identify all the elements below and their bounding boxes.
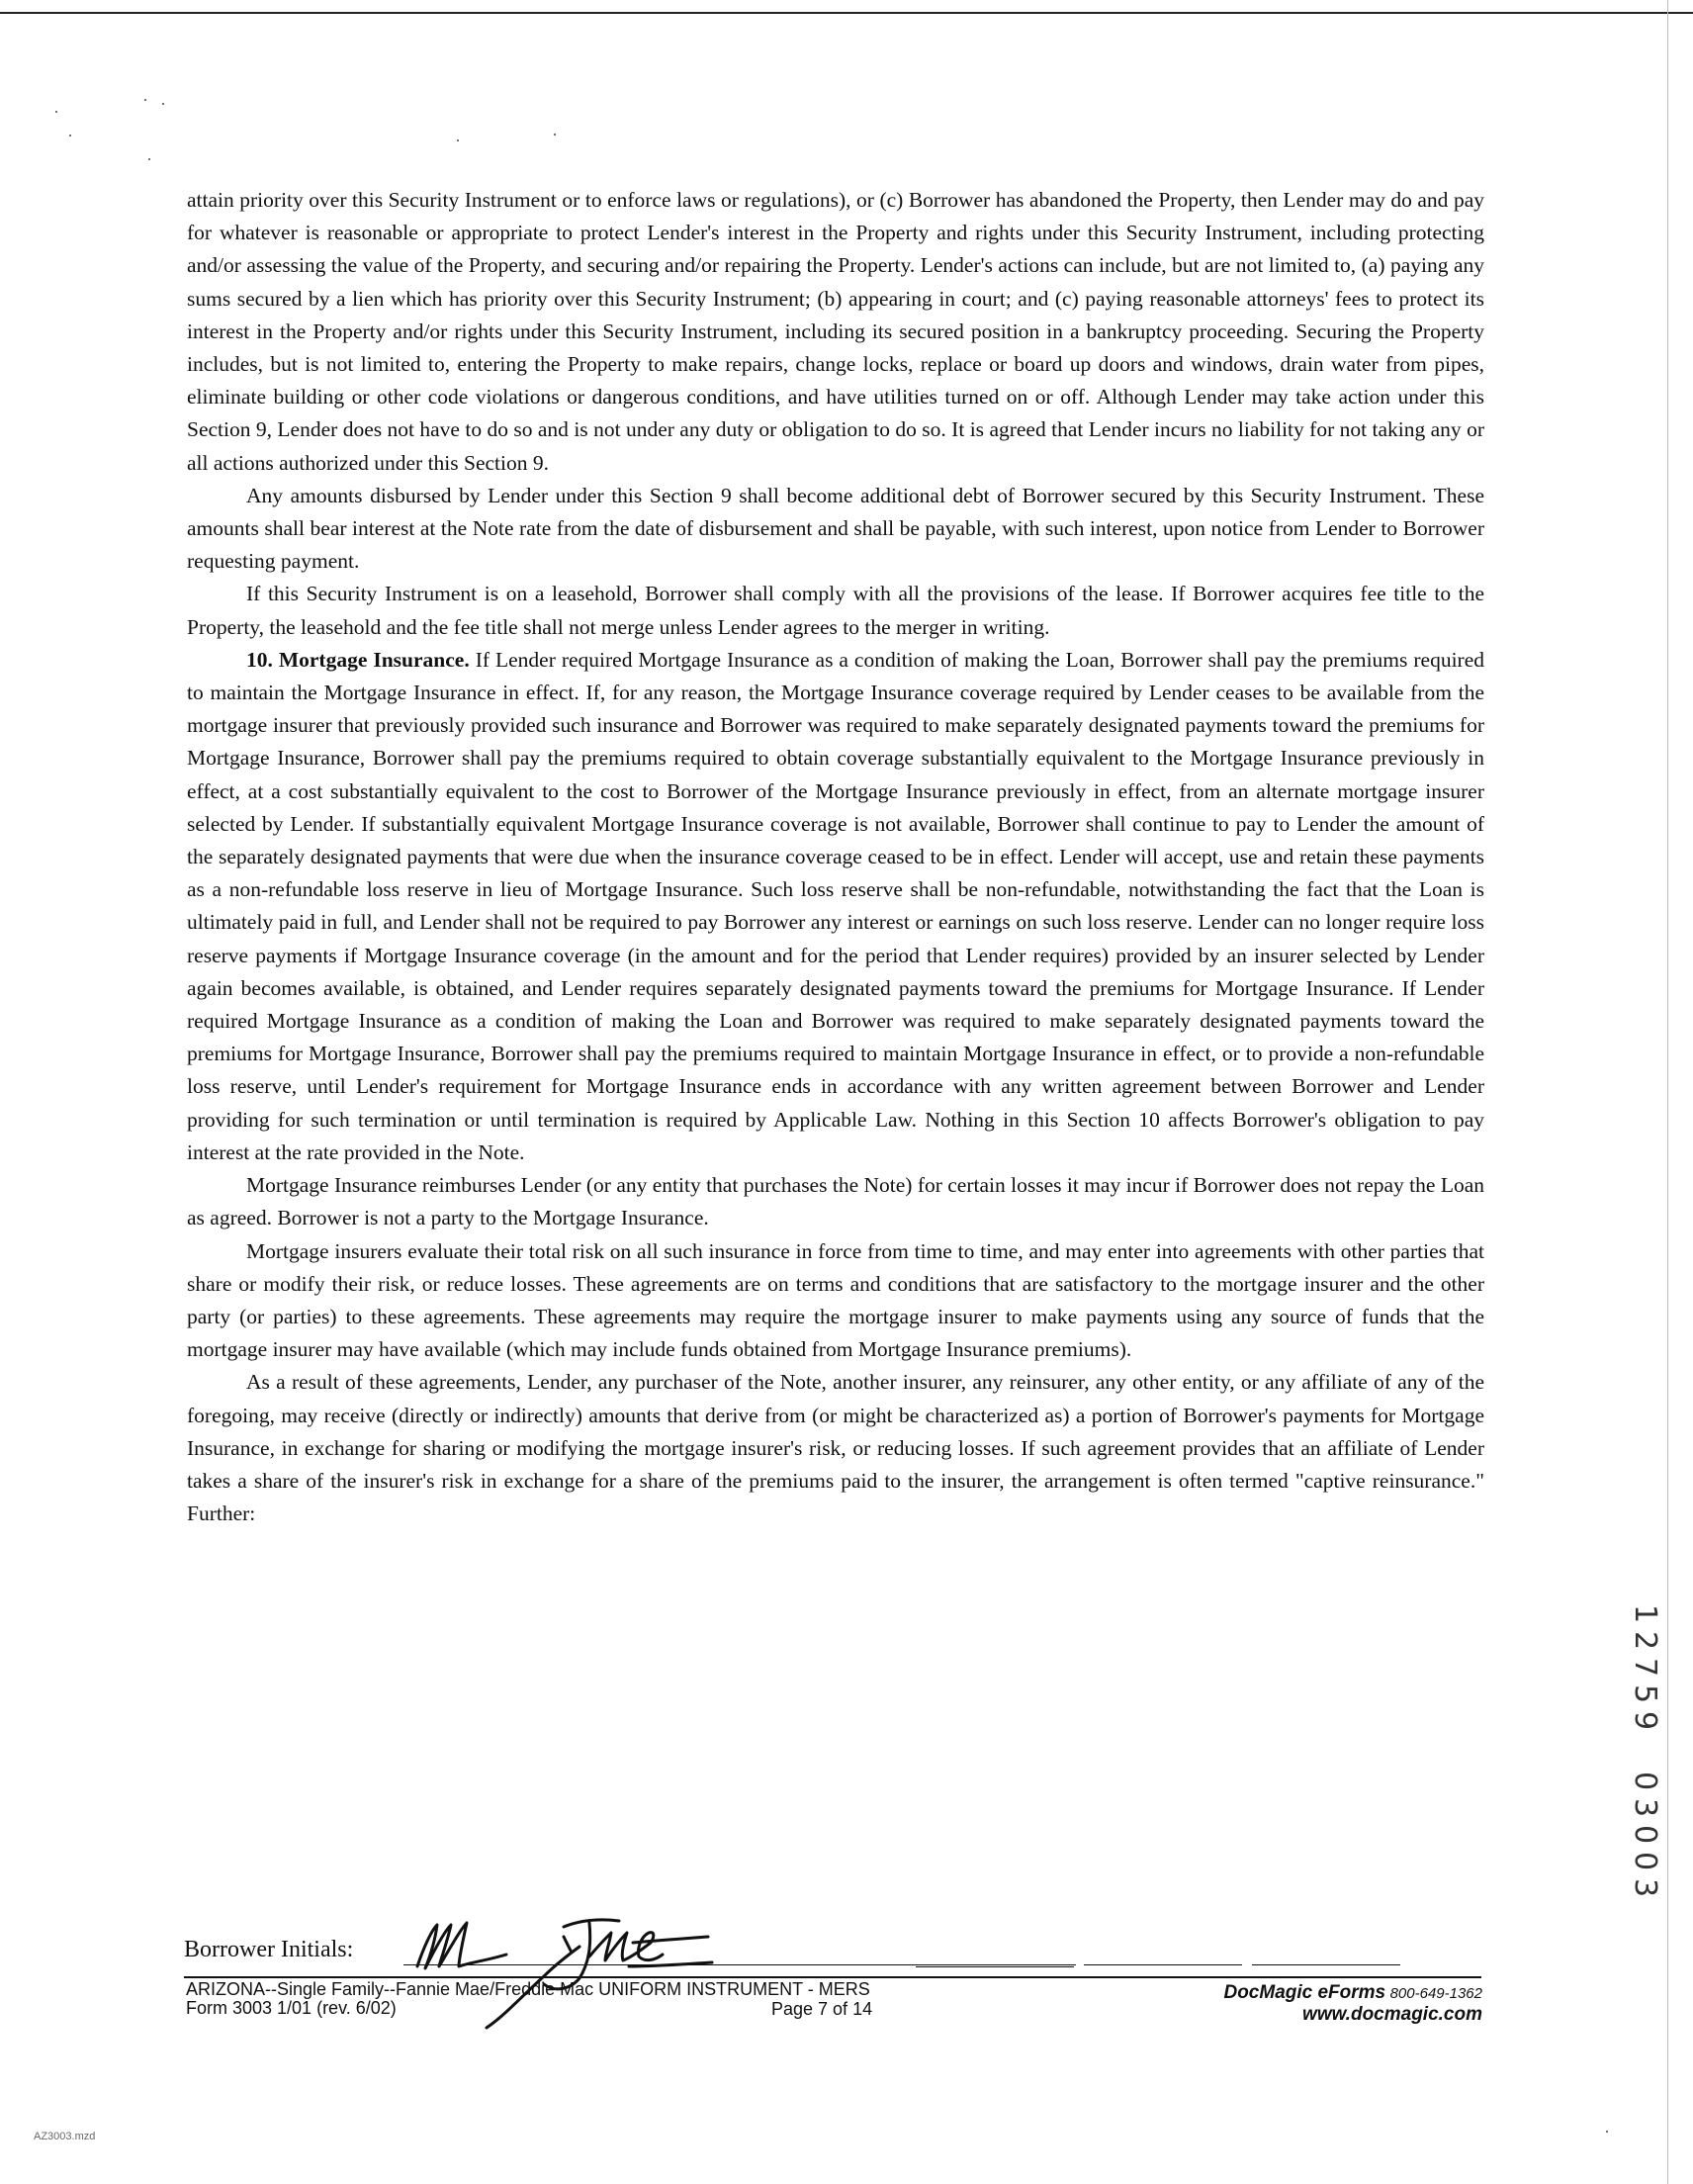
paragraph-mortgage-insurers-evaluate: Mortgage insurers evaluate their total risk on all such insurance in force from time to time, and may enter into agreements with other parties that share or modify their risk, or reduce losses. These agreements are on terms and conditions that are satisfactory to the mortgage insurer and the other party (or parties) to these agreements. These agreements may require the mortgage insurer to make payments using any source of funds that the mortgage insurer may have available (which may include funds obtained from Mortgage Insurance premiums). (187, 1238, 1484, 1362)
section-10-text: If Lender required Mortgage Insurance as a condition of making the Loan, Borrower shall pay the premiums required to maintain the Mortgage Insurance in effect. If, for any reason, the Mortgage Insurance coverage required by Lender ceases to be available from the mortgage insurer that previously provided such insurance and Borrower was required to make separately designated payments toward the premiums for Mortgage Insurance, Borrower shall pay the premiums required to obtain coverage substantially equivalent to the Mortgage Insurance previously in effect, at a cost substantially equivalent to the cost to Borrower of the Mortgage Insurance previously in effect, from an alternate mortgage insurer selected by Lender. If substantially equivalent Mortgage Insurance coverage is not available, Borrower shall continue to pay to Lender the amount of the separately designated payments that were due when the insurance coverage ceased to be in effect. Lender will accept, use and retain these payments as a non-refundable loss reserve in lieu of Mortgage Insurance. Such loss reserve shall be non-refundable, notwithstanding the fact that the Loan is ultimately paid in full, and Lender shall not be required to pay Borrower any interest or earnings on such loss reserve. Lender can no longer require loss reserve payments if Mortgage Insurance coverage (in the amount and for the period that Lender requires) provided by an insurer selected by Lender again becomes available, is obtained, and Lender requires separately designated payments toward the premiums for Mortgage Insurance. If Lender required Mortgage Insurance as a condition of making the Loan and Borrower was required to make separately designated payments toward the premiums for Mortgage Insurance, Borrower shall pay the premiums required to maintain Mortgage Insurance in effect, or to provide a non-refundable loss reserve, until Lender's requirement for Mortgage Insurance ends in accordance with any written agreement between Borrower and Lender providing for such termination or until termination is required by Applicable Law. Nothing in this Section 10 affects Borrower's obligation to pay interest at the rate provided in the Note. (187, 647, 1484, 1164)
paragraph-leasehold: If this Security Instrument is on a leasehold, Borrower shall comply with all the provisions of the lease. If Borrower acquires fee title to the Property, the leasehold and the fee title shall not merge unless Lender agrees to the merger in writing. (187, 582, 1484, 639)
side-digit: 0 (1628, 1851, 1663, 1871)
side-digit: 3 (1628, 1797, 1663, 1818)
paragraph-mortgage-insurance-reimburses: Mortgage Insurance reimburses Lender (or any entity that purchases the Note) for certain losses it may incur if Borrower does not repay the Loan as agreed. Borrower is not a party to the Mortgage Insurance. (187, 1173, 1484, 1230)
side-document-number (1628, 1600, 1663, 1901)
side-digit: 3 (1628, 1877, 1663, 1898)
side-digit: 0 (1628, 1771, 1663, 1791)
initials-line (916, 1966, 1074, 1967)
file-code: AZ3003.mzd (34, 2131, 96, 2142)
footer-instrument-title: ARIZONA--Single Family--Fannie Mae/Freddie Mac UNIFORM INSTRUMENT - MERS (186, 1979, 870, 1999)
footer-rule (184, 1976, 1481, 1978)
side-digit: 0 (1628, 1824, 1663, 1845)
side-digit: 2 (1628, 1630, 1663, 1651)
paragraph-section-9-continued: attain priority over this Security Instrument or to enforce laws or regulations), or (c) Borrower has abandoned the Property, then Lender may do and pay for whatever is reasonable or appropriate to protect Lender's interest in the Property and rights under this Security Instrument, including protecting and/or assessing the value of the Property, and securing and/or repairing the Property. Lender's actions can include, but are not limited to, (a) paying any sums secured by a lien which has priority over this Security Instrument; (b) appearing in court; and (c) paying reasonable attorneys' fees to protect its interest in the Property and/or rights under this Security Instrument, including its secured position in a bankruptcy proceeding. Securing the Property includes, but is not limited to, entering the Property to make repairs, change locks, replace or board up doors and windows, drain water from pipes, eliminate building or other code violations or dangerous conditions, and have utilities turned on or off. Although Lender may take action under this Section 9, Lender does not have to do so and is not under any duty or obligation to do so. It is agreed that Lender incurs no liability for not taking any or all actions authorized under this Section 9. (187, 188, 1484, 475)
side-digit: 1 (1628, 1603, 1663, 1624)
side-digit: 9 (1628, 1710, 1663, 1731)
side-digit: 7 (1628, 1657, 1663, 1678)
paragraph-amounts-disbursed: Any amounts disbursed by Lender under this Section 9 shall become additional debt of Borrower secured by this Security Instrument. These amounts shall bear interest at the Note rate from the date of disbursement and shall be payable, with such interest, upon notice from Lender to Borrower requesting payment. (187, 483, 1484, 574)
footer-brand (1223, 1982, 1482, 2026)
footer-page-number: Page 7 of 14 (771, 1999, 873, 2019)
paragraph-result-of-agreements: As a result of these agreements, Lender, any purchaser of the Note, another insurer, any reinsurer, any other entity, or any affiliate of any of the foregoing, may receive (directly or indirectly) amounts that derive from (or might be characterized as) a portion of Borrower's payments for Mortgage Insurance, in exchange for sharing or modifying the mortgage insurer's risk, or reducing losses. If such agreement provides that an affiliate of Lender takes a share of the insurer's risk in exchange for a share of the premiums paid to the insurer, the arrangement is often termed "captive reinsurance." Further: (187, 1370, 1484, 1526)
borrower-initials-row (184, 1937, 1390, 1970)
paragraph-section-10 (187, 644, 1484, 1169)
docmagic-logo-text: DocMagic eForms (1223, 1982, 1386, 2003)
section-10-heading: 10. Mortgage Insurance. (246, 647, 470, 672)
docmagic-url: www.docmagic.com (1302, 2004, 1482, 2025)
footer-form-number: Form 3003 1/01 (rev. 6/02) (186, 1998, 397, 2018)
side-digit: 5 (1628, 1684, 1663, 1704)
borrower-initials-label: Borrower Initials: (184, 1937, 354, 1962)
scan-top-edge (0, 12, 1693, 14)
scan-right-edge (1667, 0, 1668, 2184)
document-body (187, 184, 1484, 1530)
footer-form-info (186, 1979, 873, 2019)
initials-line (1084, 1964, 1242, 1965)
initials-line (1252, 1964, 1400, 1965)
docmagic-phone: 800-649-1362 (1389, 1985, 1482, 2002)
